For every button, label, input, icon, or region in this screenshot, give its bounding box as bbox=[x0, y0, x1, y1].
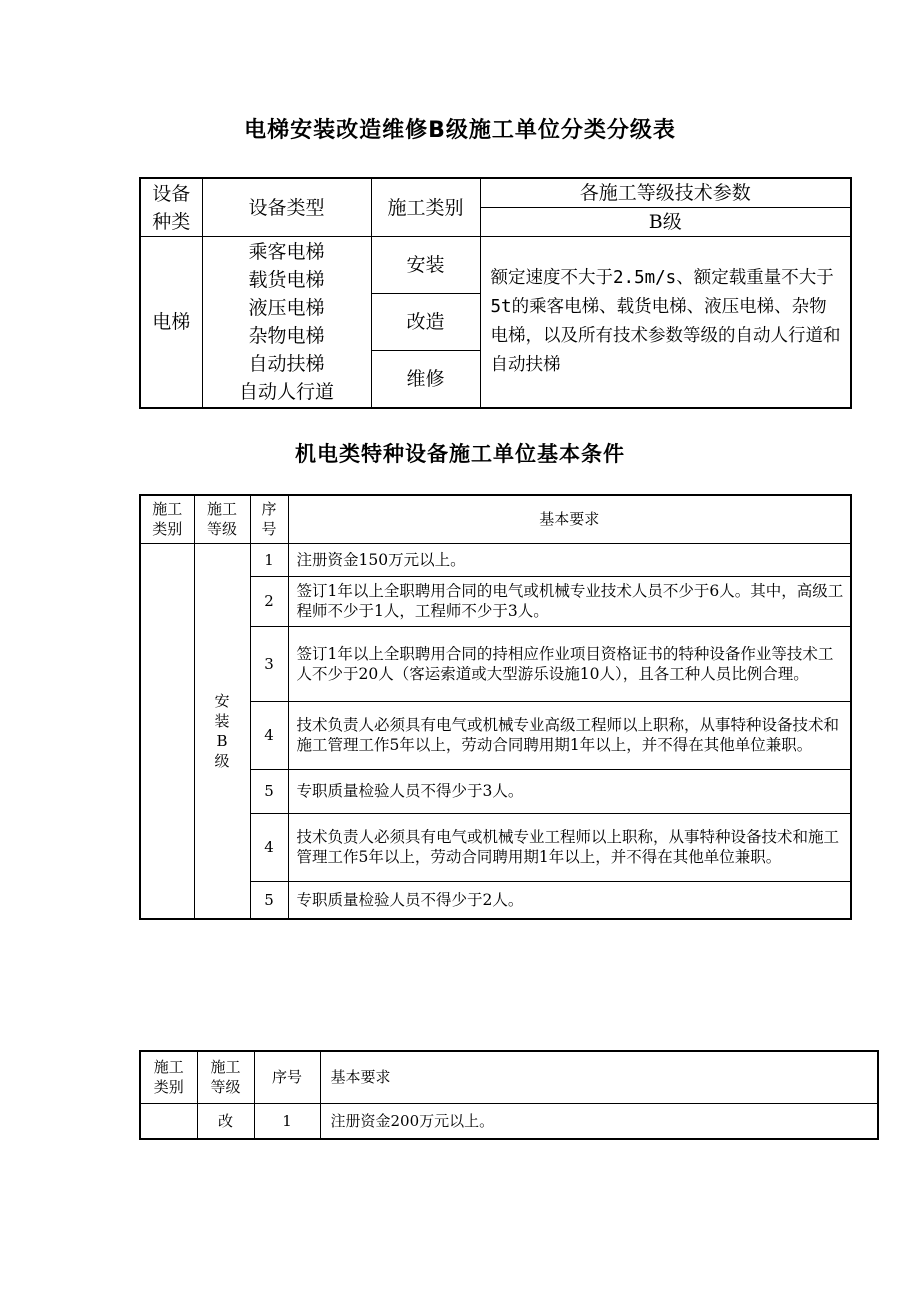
device-type-item: 自动扶梯 bbox=[248, 352, 325, 375]
section-title: 机电类特种设备施工单位基本条件 bbox=[295, 442, 625, 466]
category-cell bbox=[140, 543, 194, 919]
header-device-kind: 设备种类 bbox=[140, 178, 202, 237]
seq-cell: 1 bbox=[250, 543, 288, 576]
grade-cell bbox=[194, 543, 250, 919]
device-type-item: 乘客电梯 bbox=[248, 240, 325, 263]
grade-char: B bbox=[216, 731, 228, 750]
requirement-cell: 技术负责人必须具有电气或机械专业工程师以上职称，从事特种设备技术和施工管理工作5年以上，劳动合同聘用期1年以上，并不得在其他单位兼职。 bbox=[288, 813, 851, 881]
header-seq: 序号 bbox=[250, 495, 288, 543]
header-category: 施工类别 bbox=[140, 1051, 197, 1103]
category-maintain: 维修 bbox=[371, 351, 480, 408]
header-requirements: 基本要求 bbox=[288, 495, 851, 543]
device-type-item: 载货电梯 bbox=[248, 268, 325, 291]
requirement-cell: 技术负责人必须具有电气或机械专业高级工程师以上职称，从事特种设备技术和施工管理工作5年以上，劳动合同聘用期1年以上，并不得在其他单位兼职。 bbox=[288, 701, 851, 769]
requirement-cell: 专职质量检验人员不得少于3人。 bbox=[288, 769, 851, 813]
device-type-item: 液压电梯 bbox=[248, 296, 325, 319]
header-grade: 施工等级 bbox=[194, 495, 250, 543]
modify-conditions-table bbox=[139, 1050, 879, 1140]
header-grade-b: B级 bbox=[480, 208, 851, 237]
device-type-item: 自动人行道 bbox=[238, 380, 334, 403]
seq-cell: 4 bbox=[250, 813, 288, 881]
device-types-cell bbox=[202, 237, 371, 408]
requirement-cell: 专职质量检验人员不得少于2人。 bbox=[288, 881, 851, 919]
grade-char: 装 bbox=[214, 711, 230, 730]
page-title: 电梯安装改造维修B级施工单位分类分级表 bbox=[244, 118, 676, 143]
grade-char: 安 bbox=[214, 691, 230, 710]
header-params: 各施工等级技术参数 bbox=[480, 178, 851, 208]
category-modify: 改造 bbox=[371, 294, 480, 351]
seq-cell: 3 bbox=[250, 626, 288, 701]
requirement-cell: 签订1年以上全职聘用合同的电气或机械专业技术人员不少于6人。其中，高级工程师不少于1人，工程师不少于3人。 bbox=[288, 576, 851, 626]
grade-char: 级 bbox=[214, 751, 230, 770]
category-cell bbox=[140, 1103, 197, 1139]
seq-cell: 4 bbox=[250, 701, 288, 769]
grade-cell: 改 bbox=[197, 1103, 254, 1139]
seq-cell: 5 bbox=[250, 769, 288, 813]
requirement-cell: 注册资金150万元以上。 bbox=[288, 543, 851, 576]
header-grade: 施工等级 bbox=[197, 1051, 254, 1103]
seq-cell: 2 bbox=[250, 576, 288, 626]
seq-cell: 1 bbox=[254, 1103, 320, 1139]
basic-conditions-table bbox=[139, 494, 852, 920]
header-category: 施工类别 bbox=[140, 495, 194, 543]
grade-b-description: 额定速度不大于2.5m/s、额定载重量不大于5t的乘客电梯、载货电梯、液压电梯、杂物电梯，以及所有技术参数等级的自动人行道和自动扶梯 bbox=[480, 237, 851, 408]
requirement-cell: 注册资金200万元以上。 bbox=[320, 1103, 878, 1139]
header-device-type: 设备类型 bbox=[202, 178, 371, 237]
elevator-classification-table bbox=[139, 177, 852, 409]
header-requirements: 基本要求 bbox=[320, 1051, 878, 1103]
header-seq: 序号 bbox=[254, 1051, 320, 1103]
header-category: 施工类别 bbox=[371, 178, 480, 237]
device-type-item: 杂物电梯 bbox=[248, 324, 325, 347]
category-install: 安装 bbox=[371, 237, 480, 294]
requirement-cell: 签订1年以上全职聘用合同的持相应作业项目资格证书的特种设备作业等技术工人不少于20人（客运索道或大型游乐设施10人），且各工种人员比例合理。 bbox=[288, 626, 851, 701]
device-kind-cell: 电梯 bbox=[140, 237, 202, 408]
seq-cell: 5 bbox=[250, 881, 288, 919]
